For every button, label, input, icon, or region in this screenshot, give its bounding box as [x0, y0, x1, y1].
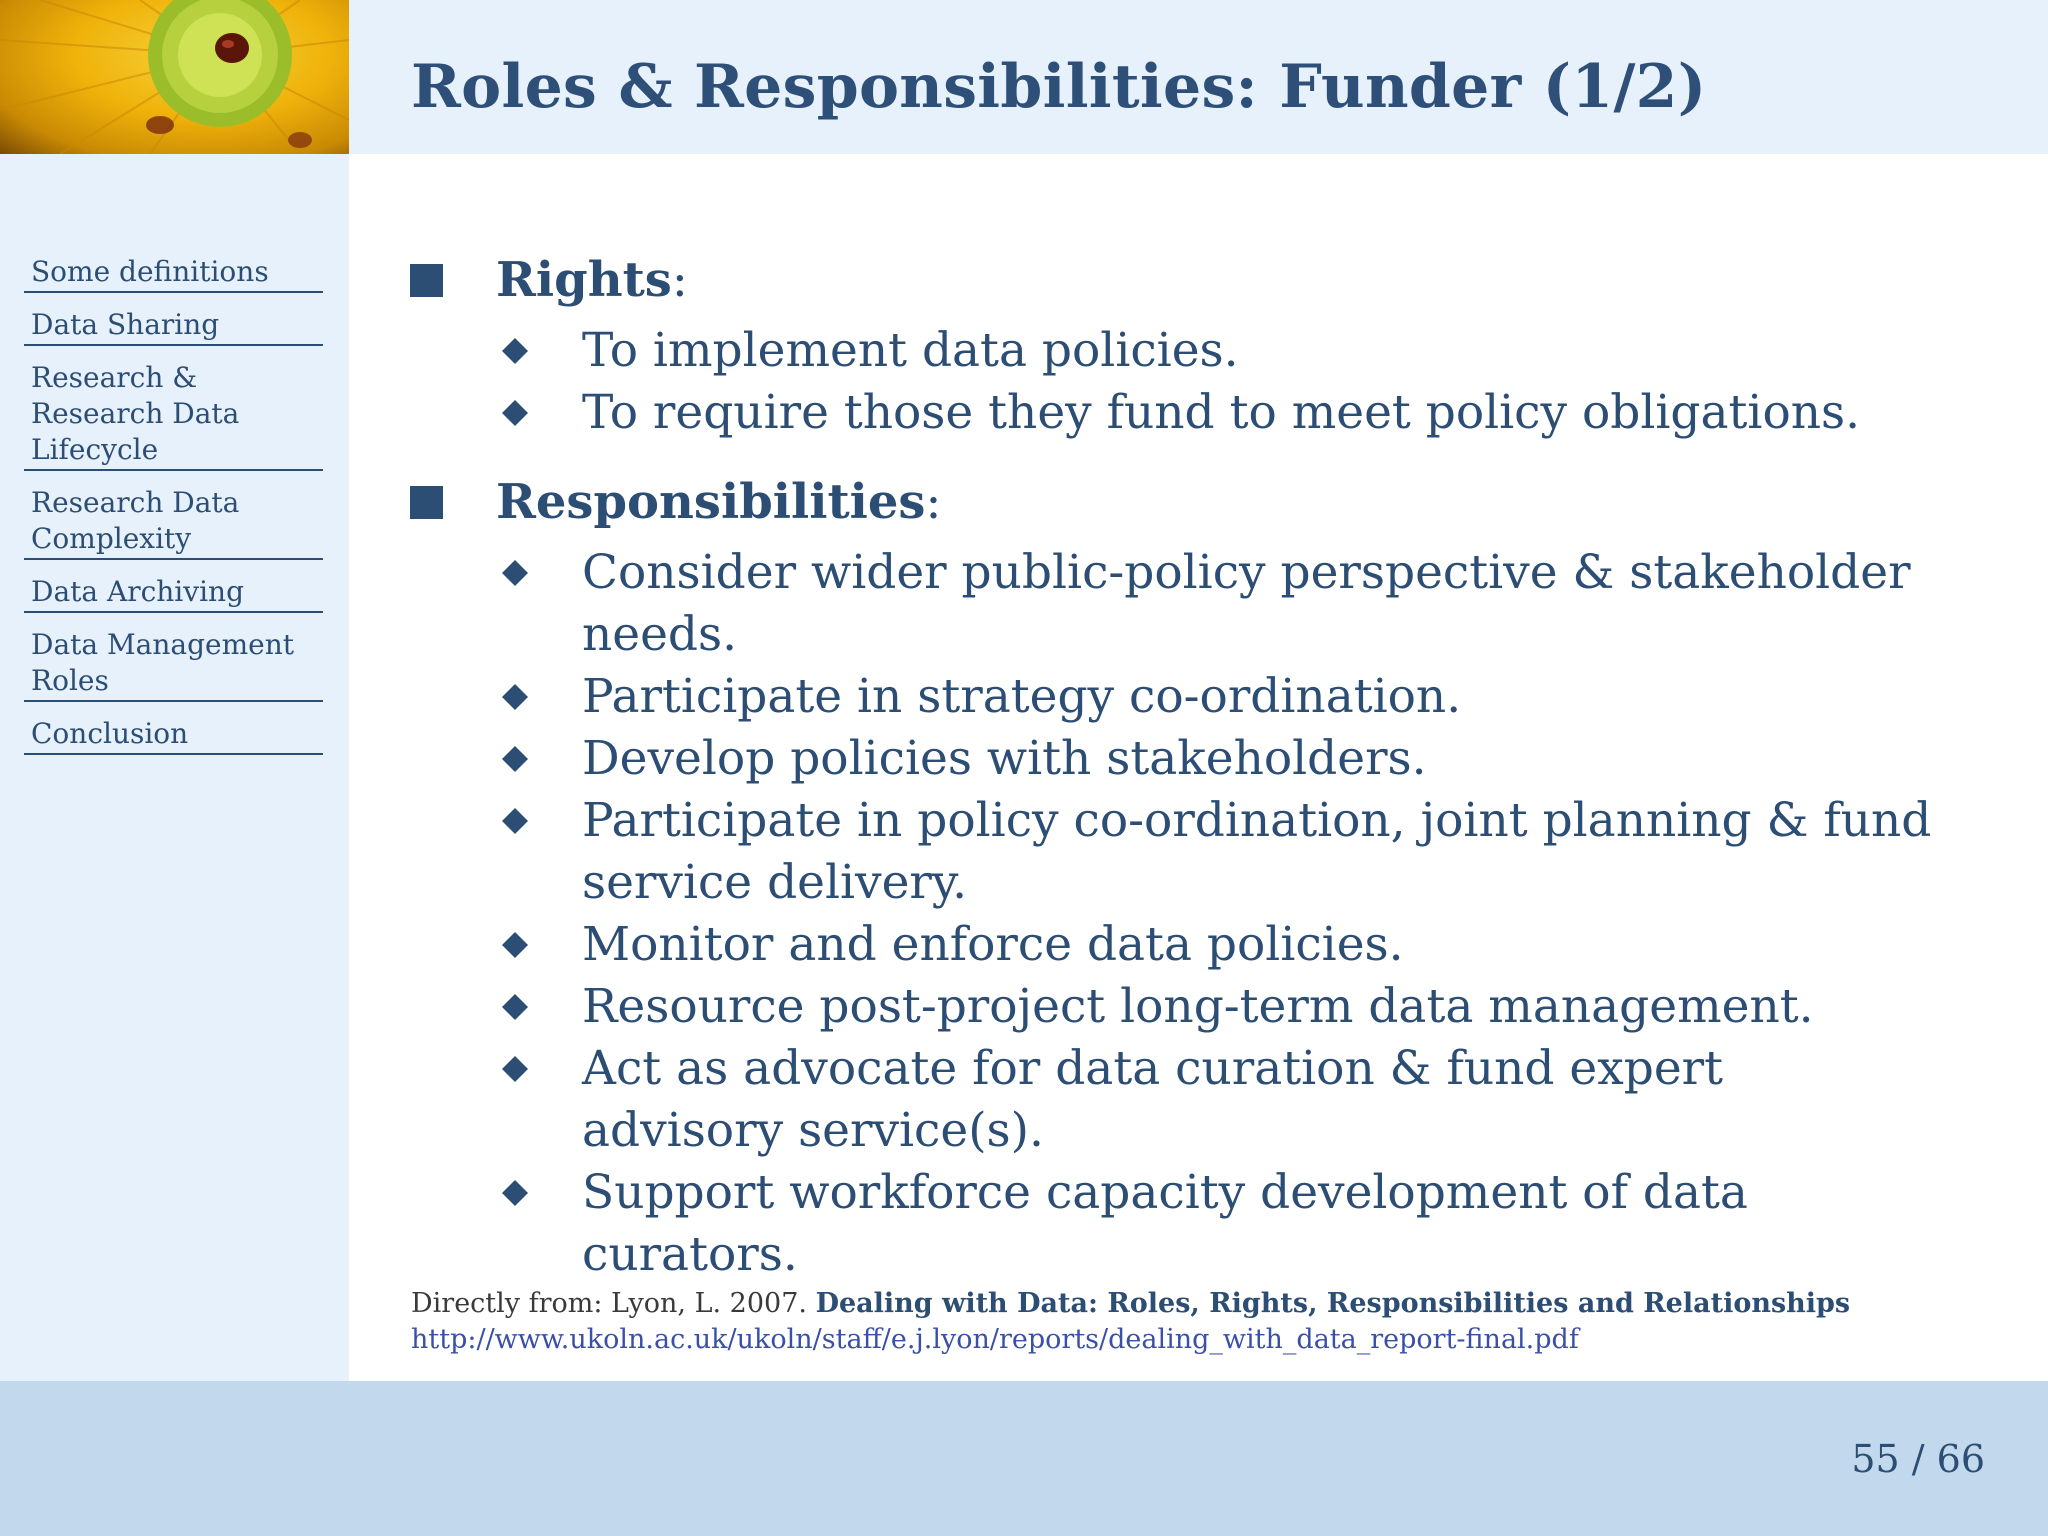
square-bullet-icon [410, 486, 443, 519]
sidebar-item-conclusion[interactable]: Conclusion [24, 716, 323, 755]
responsibilities-section [400, 462, 1980, 1286]
sidebar-item-some-definitions[interactable]: Some definitions [24, 254, 323, 293]
citation-prefix: Directly from: Lyon, L. 2007. [411, 1288, 807, 1319]
list-item: Participate in strategy co-ordination. [497, 666, 1980, 728]
diamond-bullet-icon [502, 994, 528, 1020]
section-title: Responsibilities: [496, 474, 942, 530]
rights-section [400, 240, 1980, 444]
citation [411, 1286, 2031, 1358]
sidebar-item-data-management-roles[interactable]: Data Management Roles [24, 627, 323, 702]
sunflower-icon [0, 0, 349, 154]
diamond-bullet-icon [502, 1056, 528, 1082]
slide-footer [0, 1381, 2048, 1536]
diamond-bullet-icon [502, 560, 528, 586]
bullet-list [400, 542, 1980, 1286]
slide-header [0, 0, 2048, 154]
diamond-bullet-icon [502, 808, 528, 834]
bullet-list [400, 320, 1980, 444]
page-number: 55 / 66 [1851, 1437, 1985, 1481]
diamond-bullet-icon [502, 400, 528, 426]
list-item: Consider wider public-policy perspective & stakeholder needs. [497, 542, 1980, 666]
section-title: Rights: [496, 252, 688, 308]
sidebar-item-research-lifecycle[interactable]: Research & Research Data Lifecycle [24, 360, 323, 471]
list-item: Monitor and enforce data policies. [497, 914, 1980, 976]
list-item: Participate in policy co-ordination, joint planning & fund service delivery. [497, 790, 1980, 914]
list-item: Develop policies with stakeholders. [497, 728, 1980, 790]
sidebar [0, 154, 349, 1381]
list-item: Support workforce capacity development of data curators. [497, 1162, 1980, 1286]
square-bullet-icon [410, 264, 443, 297]
diamond-bullet-icon [502, 684, 528, 710]
citation-url-link[interactable]: http://www.ukoln.ac.uk/ukoln/staff/e.j.lyon/reports/dealing_with_data_report-final.pdf [411, 1324, 1579, 1355]
list-item: To implement data policies. [497, 320, 1980, 382]
citation-line [411, 1286, 2031, 1322]
sidebar-nav [24, 254, 323, 769]
section-heading [410, 240, 1980, 320]
list-item: Resource post-project long-term data management. [497, 976, 1980, 1038]
sidebar-item-data-sharing[interactable]: Data Sharing [24, 307, 323, 346]
citation-reference: Dealing with Data: Roles, Rights, Responsibilities and Relationships [815, 1288, 1851, 1319]
section-heading [410, 462, 1980, 542]
slide-title: Roles & Responsibilities: Funder (1/2) [411, 52, 1707, 122]
sidebar-item-research-data-complexity[interactable]: Research Data Complexity [24, 485, 323, 560]
sunflower-logo [0, 0, 349, 154]
list-item: To require those they fund to meet policy obligations. [497, 382, 1980, 444]
diamond-bullet-icon [502, 338, 528, 364]
sidebar-item-data-archiving[interactable]: Data Archiving [24, 574, 323, 613]
slide-body [400, 240, 1980, 1304]
list-item: Act as advocate for data curation & fund expert advisory service(s). [497, 1038, 1980, 1162]
diamond-bullet-icon [502, 1180, 528, 1206]
diamond-bullet-icon [502, 746, 528, 772]
diamond-bullet-icon [502, 932, 528, 958]
